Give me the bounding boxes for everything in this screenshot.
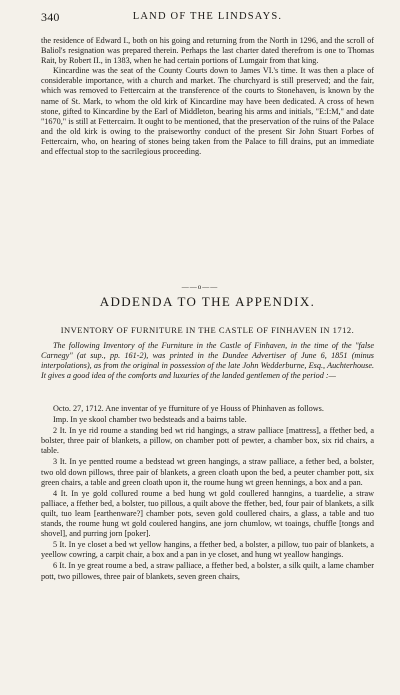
inventory-paragraph: Octo. 27, 1712. Ane inventar of ye ffurniture of ye Houss of Phinhaven as follows.	[53, 404, 324, 413]
inventory-paragraph: 5 It. In ye closet a bed wt yellow hangins, a ffether bed, a bolster, a pillow, tuo pair of blankets, a yeellow cowring, a carpit chair, a box and a pan in ye closet, and hung wt yeallow hangings.	[41, 540, 374, 560]
inventory-paragraph: 2 It. In ye rid roume a standing bed wt rid hangings, a straw palliace [mattress], a ffether bed, a bolster, three pair of blankets, a pillow, on chamber pott of pewter, a chamber box, six rid chairs, a table.	[41, 426, 374, 456]
paragraph: Kincardine was the seat of the County Courts down to James VI.'s time. It was then a place of considerable importance, with a church and market. The churchyard is still preserved; and the fair, which was removed to Fettercairn at the transference of the courts to Stonehaven, is known by the name of St. Mark, to whom the old kirk of Kincardine may have been dedicated. A cross of hewn stone, gifted to Kincardine by the Earl of Middleton, bearing his arms and initials, "E:I:M," and date "1670," is still at Fettercairn. It ought to be mentioned, that the preservation of the ruins of the Palace and the old kirk is owing to the praiseworthy conduct of the present Sir John Stuart Forbes of Fettercairn, who, on hearing of stones being taken from the Palace to fill drains, put an immediate and effectual stop to the sacrilegious proceeding.	[41, 66, 374, 157]
page-number: 340	[41, 10, 60, 24]
section-separator: ——o——	[181, 283, 219, 291]
intro-paragraph: The following Inventory of the Furniture in the Castle of Finhaven, in the time of the "false Carnegy" (at sup., pp. 161-2), was printed in the Dundee Advertiser of June 6, 1851 (minus interpolations), as from the original in possession of the late John Wedderburne, Esq., Auchterhouse. It gives a good idea of the comforts and luxuries of the landed gentlemen of the period :—	[41, 341, 374, 381]
inventory-paragraph: 4 It. In ye gold collured roume a bed hung wt gold coullered hanngins, a tuardelie, a straw palliace, a ffether bed, a bolster, tuo pillous, a quilt above the ffether, bed, four pair of blankets, a silk quilt, tuo leam [earthenware?] chamber pots, seven gold coullered chairs, a glass, a table and tuo stands, the roume hung wt gold coulered hangins, ane jorn chumlow, wt toaings, chuffle [tongs and shovel], and purring jorn [poker].	[41, 488, 374, 539]
inventory-text-block	[41, 404, 374, 583]
top-text-block	[41, 36, 374, 157]
inventory-heading: INVENTORY OF FURNITURE IN THE CASTLE OF FINHAVEN IN 1712.	[60, 325, 355, 335]
inventory-paragraph: 3 It. In ye pentted roume a bedstead wt green hangings, a straw palliace, a fether bed, a bolster, two old down pillows, three pair of blankets, a green cloath upon the bed, a peuter chamber pott, six green chairs, a table and green cloath upon it, the roume hung wt green hennings, a box and a pan.	[41, 457, 374, 487]
page-header	[41, 10, 374, 24]
running-title: LAND OF THE LINDSAYS.	[132, 11, 283, 22]
inventory-paragraph: 6 It. In ye great roume a bed, a straw palliace, a ffether bed, a bolster, a silk quilt, a lame chamber pott, two pillowes, three pair of blankets, seven green chairs,	[41, 561, 374, 581]
intro-block	[41, 341, 374, 381]
paragraph: the residence of Edward I., both on his going and returning from the North in 1296, and the scroll of Baliol's resignation was prepared therein. Perhaps the last charter dated therefrom is one to Thomas Rait, by Robert II., in 1383, when he had certain portions of Lumgair from that king.	[41, 36, 374, 66]
addenda-heading: ADDENDA TO THE APPENDIX.	[99, 294, 316, 309]
inventory-paragraph: Imp. In ye skool chamber two bedsteads and a bairns table.	[53, 415, 247, 425]
